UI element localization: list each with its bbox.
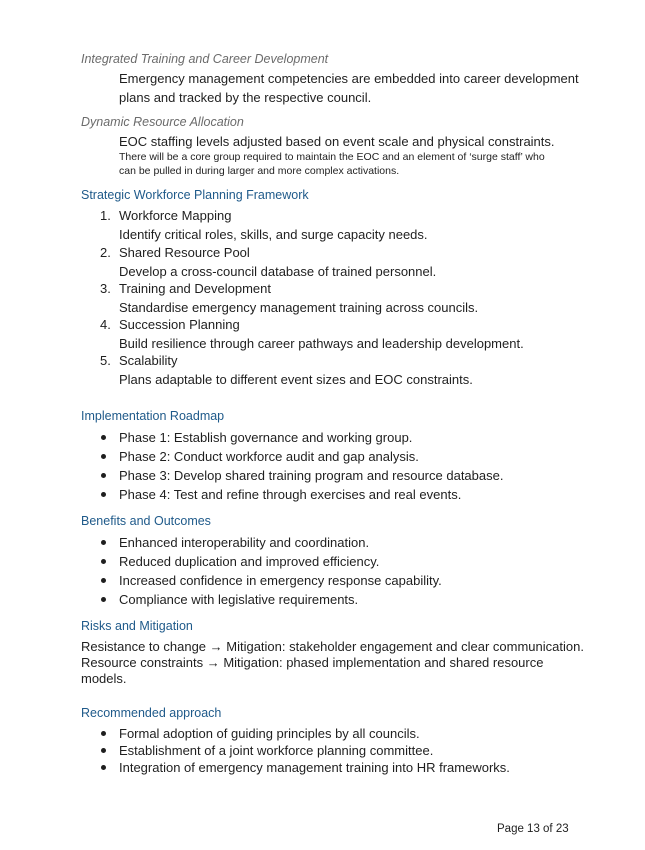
integrated-training-line-2: plans and tracked by the respective council. bbox=[119, 90, 372, 105]
roadmap-item: Phase 3: Develop shared training program and resource database. bbox=[119, 468, 504, 483]
bullet-icon bbox=[101, 765, 106, 770]
dynamic-resource-note-1: There will be a core group required to maintain the EOC and an element of ‘surge staff’ who bbox=[119, 151, 545, 163]
bullet-icon bbox=[101, 559, 106, 564]
roadmap-item: Phase 4: Test and refine through exercises and real events. bbox=[119, 487, 462, 502]
dynamic-resource-heading: Dynamic Resource Allocation bbox=[81, 115, 244, 129]
roadmap-item: Phase 1: Establish governance and working group. bbox=[119, 430, 413, 445]
framework-item-desc: Plans adaptable to different event sizes and EOC constraints. bbox=[119, 372, 473, 387]
roadmap-heading: Implementation Roadmap bbox=[81, 409, 225, 423]
framework-item-desc: Identify critical roles, skills, and surge capacity needs. bbox=[119, 227, 428, 242]
framework-item-number: 2. bbox=[100, 245, 111, 260]
benefits-heading: Benefits and Outcomes bbox=[81, 514, 211, 528]
bullet-icon bbox=[101, 435, 106, 440]
framework-item-title: Scalability bbox=[119, 353, 178, 368]
framework-item-title: Workforce Mapping bbox=[119, 208, 232, 223]
benefits-item: Reduced duplication and improved efficiency. bbox=[119, 554, 380, 569]
framework-item-desc: Develop a cross-council database of trained personnel. bbox=[119, 264, 437, 279]
roadmap-item: Phase 2: Conduct workforce audit and gap analysis. bbox=[119, 449, 419, 464]
benefits-item: Increased confidence in emergency response capability. bbox=[119, 573, 442, 588]
framework-item-title: Training and Development bbox=[119, 281, 271, 296]
framework-item-number: 4. bbox=[100, 317, 111, 332]
bullet-icon bbox=[101, 492, 106, 497]
benefits-item: Enhanced interoperability and coordination. bbox=[119, 535, 370, 550]
integrated-training-line-1: Emergency management competencies are embedded into career development bbox=[119, 71, 579, 86]
recommended-item: Integration of emergency management training into HR frameworks. bbox=[119, 760, 510, 775]
bullet-icon bbox=[101, 578, 106, 583]
integrated-training-heading: Integrated Training and Career Development bbox=[81, 52, 329, 66]
bullet-icon bbox=[101, 473, 106, 478]
risks-heading: Risks and Mitigation bbox=[81, 619, 193, 633]
page-number: Page 13 of 23 bbox=[497, 823, 569, 835]
bullet-icon bbox=[101, 731, 106, 736]
dynamic-resource-note-2: can be pulled in during larger and more complex activations. bbox=[119, 165, 400, 177]
risks-line-2: Resource constraints → Mitigation: phased implementation and shared resource bbox=[81, 655, 544, 670]
framework-item-number: 5. bbox=[100, 353, 111, 368]
framework-item-number: 3. bbox=[100, 281, 111, 296]
framework-item-desc: Standardise emergency management training across councils. bbox=[119, 300, 479, 315]
recommended-item: Formal adoption of guiding principles by all councils. bbox=[119, 726, 420, 741]
framework-item-title: Shared Resource Pool bbox=[119, 245, 250, 260]
dynamic-resource-line-1: EOC staffing levels adjusted based on event scale and physical constraints. bbox=[119, 134, 555, 149]
framework-heading: Strategic Workforce Planning Framework bbox=[81, 188, 309, 202]
bullet-icon bbox=[101, 454, 106, 459]
bullet-icon bbox=[101, 540, 106, 545]
risks-line-1: Resistance to change → Mitigation: stakeholder engagement and clear communication. bbox=[81, 639, 584, 654]
risks-line-3: models. bbox=[81, 671, 127, 686]
framework-item-desc: Build resilience through career pathways and leadership development. bbox=[119, 336, 524, 351]
bullet-icon bbox=[101, 748, 106, 753]
framework-item-number: 1. bbox=[100, 208, 111, 223]
recommended-heading: Recommended approach bbox=[81, 706, 222, 720]
recommended-item: Establishment of a joint workforce planning committee. bbox=[119, 743, 434, 758]
framework-item-title: Succession Planning bbox=[119, 317, 240, 332]
benefits-item: Compliance with legislative requirements. bbox=[119, 592, 359, 607]
bullet-icon bbox=[101, 597, 106, 602]
